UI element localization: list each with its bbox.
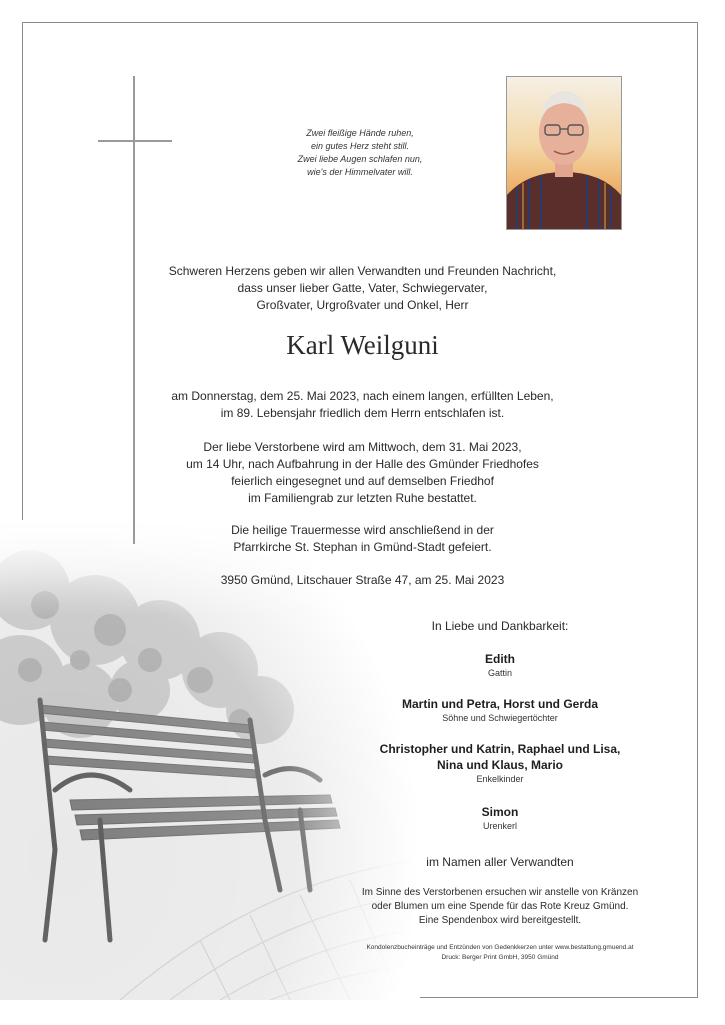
donation-line: oder Blumen um eine Spende für das Rote Kreuz Gmünd. <box>371 901 629 912</box>
portrait-photo <box>506 76 622 230</box>
mourner-role: Gattin <box>487 668 512 678</box>
poem-line: ein gutes Herz steht still. <box>310 141 410 151</box>
mourner-names: Christopher und Katrin, Raphael und Lisa, <box>379 742 621 756</box>
burial-notice <box>0 439 725 507</box>
mourner-sons <box>280 696 720 724</box>
intro-line: Großvater, Urgroßvater und Onkel, Herr <box>256 298 469 312</box>
poem-line: Zwei fleißige Hände ruhen, <box>306 128 414 138</box>
poem-line: Zwei liebe Augen schlafen nun, <box>297 154 423 164</box>
gratitude-line: In Liebe und Dankbarkeit: <box>431 619 569 633</box>
mourner-greatgrandchild <box>280 804 720 832</box>
death-line: im 89. Lebensjahr friedlich dem Herrn entschlafen ist. <box>220 406 505 420</box>
death-notice <box>0 388 725 422</box>
intro-line: dass unser lieber Gatte, Vater, Schwiegervater, <box>237 281 488 295</box>
poem-line: wie's der Himmelvater will. <box>307 167 413 177</box>
death-line: am Donnerstag, dem 25. Mai 2023, nach einem langen, erfüllten Leben, <box>171 389 554 403</box>
mourner-names: Martin und Petra, Horst und Gerda <box>401 697 599 711</box>
mourner-role: Söhne und Schwiegertöchter <box>442 713 558 723</box>
mourner-edith <box>280 651 720 679</box>
burial-line: Der liebe Verstorbene wird am Mittwoch, dem 31. Mai 2023, <box>203 440 522 454</box>
burial-line: um 14 Uhr, nach Aufbahrung in der Halle des Gmünder Friedhofes <box>186 457 539 471</box>
mourner-grandchildren <box>280 741 720 785</box>
intro-text <box>0 263 725 314</box>
deceased-name: Karl Weilguni <box>286 330 439 360</box>
footer-notes <box>280 943 720 963</box>
mourner-names: Simon <box>481 805 519 819</box>
donation-notice <box>280 886 720 928</box>
cross-horizontal <box>98 140 172 142</box>
intro-line: Schweren Herzens geben wir allen Verwandten und Freunden Nachricht, <box>168 264 557 278</box>
burial-line: feierlich eingesegnet und auf demselben Friedhof <box>231 474 494 488</box>
relatives-line: im Namen aller Verwandten <box>426 855 574 869</box>
mourner-names: Edith <box>485 652 515 666</box>
memorial-poem <box>250 127 470 179</box>
mass-notice <box>0 522 725 556</box>
donation-line: Eine Spendenbox wird bereitgestellt. <box>418 915 582 926</box>
donation-line: Im Sinne des Verstorbenen ersuchen wir anstelle von Kränzen <box>361 887 639 898</box>
mourner-names: Nina und Klaus, Mario <box>436 758 563 772</box>
mass-line: Pfarrkirche St. Stephan in Gmünd-Stadt gefeiert. <box>233 540 492 554</box>
condolence-note: Kondolenzbucheinträge und Entzünden von Gedenkkerzen unter www.bestattung.gmuend.at <box>366 944 634 951</box>
mass-line: Die heilige Trauermesse wird anschließend in der <box>231 523 494 537</box>
place-date: 3950 Gmünd, Litschauer Straße 47, am 25. Mai 2023 <box>220 573 505 587</box>
burial-line: im Familiengrab zur letzten Ruhe bestattet. <box>248 491 477 505</box>
mourner-role: Urenkerl <box>482 821 517 831</box>
printer-note: Druck: Berger Print GmbH, 3950 Gmünd <box>441 954 559 961</box>
mourner-role: Enkelkinder <box>476 774 524 784</box>
